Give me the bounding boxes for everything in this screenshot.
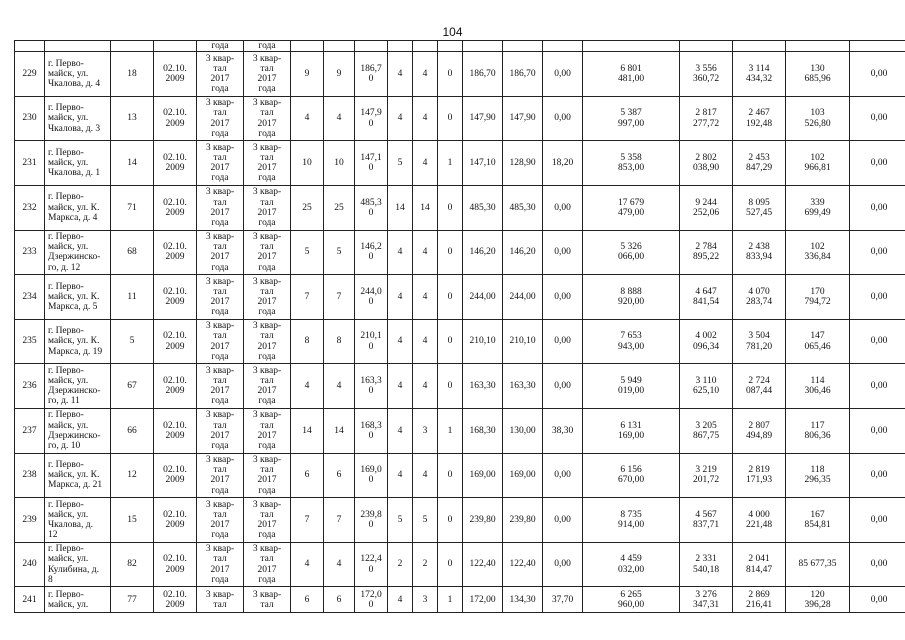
cost-part-3-cell: 117 806,36 — [786, 408, 850, 453]
count-b-cell: 5 — [324, 230, 355, 275]
cost-part-1-cell: 9 244 252,06 — [680, 185, 733, 230]
total-area-cell: 147,9 0 — [355, 96, 388, 141]
house-number-cell: 67 — [111, 364, 154, 409]
cost-total-cell: 17 679 479,00 — [583, 185, 680, 230]
area-b-cell: 0,00 — [543, 319, 583, 364]
date-cell: 02.10. 2009 — [154, 52, 197, 97]
date-cell: 02.10. 2009 — [154, 542, 197, 587]
units-total-cell: 4 — [388, 230, 413, 275]
end-quarter-cell: 3 квар- тал 2017 года — [244, 364, 291, 409]
cost-part-1-cell: 2 784 895,22 — [680, 230, 733, 275]
row-number-cell: 238 — [15, 453, 45, 498]
start-quarter-cell: 3 квар- тал 2017 года — [197, 408, 244, 453]
units-a-cell: 3 — [413, 587, 438, 613]
count-a-cell: 7 — [291, 275, 324, 320]
address-cell: г. Перво- майск, ул. Чкалова, д. 3 — [45, 96, 111, 141]
cost-total-cell: 5 358 853,00 — [583, 141, 680, 186]
units-a-cell: 4 — [413, 275, 438, 320]
cost-total-cell: 6 801 481,00 — [583, 52, 680, 97]
count-b-cell: 7 — [324, 275, 355, 320]
units-total-cell: 4 — [388, 453, 413, 498]
cost-total-cell: 6 131 169,00 — [583, 408, 680, 453]
cost-total-cell: 4 459 032,00 — [583, 542, 680, 587]
total-area-cell: 146,2 0 — [355, 230, 388, 275]
cost-part-3-cell: 170 794,72 — [786, 275, 850, 320]
cost-part-1-cell: 2 331 540,18 — [680, 542, 733, 587]
row-number-cell: 232 — [15, 185, 45, 230]
units-total-cell: 4 — [388, 275, 413, 320]
area-b-cell: 0,00 — [543, 542, 583, 587]
count-b-cell: 25 — [324, 185, 355, 230]
address-cell: г. Перво- майск, ул. Дзержинско- го, д. 10 — [45, 408, 111, 453]
end-quarter-cell: 3 квар- тал — [244, 587, 291, 613]
end-quarter-cell: 3 квар- тал 2017 года — [244, 319, 291, 364]
cost-remainder-cell: 0,00 — [850, 319, 905, 364]
cost-part-1-cell: 3 110 625,10 — [680, 364, 733, 409]
cost-part-2-cell: 4 070 283,74 — [733, 275, 786, 320]
total-area-cell: 172,0 0 — [355, 587, 388, 613]
cost-total-cell: 5 326 066,00 — [583, 230, 680, 275]
count-b-cell — [324, 41, 355, 52]
start-quarter-cell: 3 квар- тал 2017 года — [197, 185, 244, 230]
area-a-cell — [503, 41, 543, 52]
cost-total-cell: 5 387 997,00 — [583, 96, 680, 141]
units-a-cell: 4 — [413, 141, 438, 186]
house-number-cell: 12 — [111, 453, 154, 498]
area-b-cell: 0,00 — [543, 453, 583, 498]
house-number-cell: 5 — [111, 319, 154, 364]
units-total-cell — [388, 41, 413, 52]
count-a-cell: 6 — [291, 587, 324, 613]
area-total-cell: 169,00 — [463, 453, 503, 498]
cost-part-1-cell: 4 567 837,71 — [680, 498, 733, 543]
date-cell: 02.10. 2009 — [154, 96, 197, 141]
total-area-cell: 168,3 0 — [355, 408, 388, 453]
area-total-cell: 172,00 — [463, 587, 503, 613]
cost-part-2-cell: 8 095 527,45 — [733, 185, 786, 230]
end-quarter-cell: 3 квар- тал 2017 года — [244, 453, 291, 498]
units-total-cell: 14 — [388, 185, 413, 230]
cost-remainder-cell: 0,00 — [850, 230, 905, 275]
end-quarter-cell: 3 квар- тал 2017 года — [244, 408, 291, 453]
date-cell: 02.10. 2009 — [154, 364, 197, 409]
table-row — [15, 498, 905, 543]
count-b-cell: 9 — [324, 52, 355, 97]
table-row — [15, 96, 905, 141]
date-cell: 02.10. 2009 — [154, 319, 197, 364]
end-quarter-cell: 3 квар- тал 2017 года — [244, 185, 291, 230]
area-total-cell: 210,10 — [463, 319, 503, 364]
date-cell: 02.10. 2009 — [154, 498, 197, 543]
units-a-cell: 5 — [413, 498, 438, 543]
cost-part-2-cell: 2 041 814,47 — [733, 542, 786, 587]
row-number-cell: 237 — [15, 408, 45, 453]
area-a-cell: 244,00 — [503, 275, 543, 320]
start-quarter-cell: 3 квар- тал 2017 года — [197, 498, 244, 543]
total-area-cell: 122,4 0 — [355, 542, 388, 587]
cost-part-3-cell: 102 966,81 — [786, 141, 850, 186]
cost-part-3-cell: 130 685,96 — [786, 52, 850, 97]
house-number-cell: 77 — [111, 587, 154, 613]
table-row — [15, 41, 905, 52]
units-b-cell — [438, 41, 463, 52]
units-b-cell: 1 — [438, 408, 463, 453]
end-quarter-cell: 3 квар- тал 2017 года — [244, 542, 291, 587]
cost-remainder-cell: 0,00 — [850, 542, 905, 587]
house-number-cell: 15 — [111, 498, 154, 543]
units-total-cell: 4 — [388, 364, 413, 409]
count-a-cell: 4 — [291, 364, 324, 409]
cost-part-2-cell: 3 504 781,20 — [733, 319, 786, 364]
area-total-cell — [463, 41, 503, 52]
units-b-cell: 1 — [438, 587, 463, 613]
area-a-cell: 210,10 — [503, 319, 543, 364]
date-cell: 02.10. 2009 — [154, 185, 197, 230]
cost-part-1-cell: 2 802 038,90 — [680, 141, 733, 186]
area-total-cell: 147,10 — [463, 141, 503, 186]
address-cell: г. Перво- майск, ул. Дзержинско- го, д. 12 — [45, 230, 111, 275]
address-cell: г. Перво- майск, ул. — [45, 587, 111, 613]
cost-part-1-cell: 2 817 277,72 — [680, 96, 733, 141]
address-cell: г. Перво- майск, ул. Чкалова, д. 1 — [45, 141, 111, 186]
start-quarter-cell: 3 квар- тал — [197, 587, 244, 613]
count-a-cell: 10 — [291, 141, 324, 186]
cost-remainder-cell: 0,00 — [850, 453, 905, 498]
units-b-cell: 0 — [438, 52, 463, 97]
end-quarter-cell: 3 квар- тал 2017 года — [244, 230, 291, 275]
row-number-cell: 235 — [15, 319, 45, 364]
cost-total-cell: 8 735 914,00 — [583, 498, 680, 543]
total-area-cell: 186,7 0 — [355, 52, 388, 97]
cost-part-2-cell: 3 114 434,32 — [733, 52, 786, 97]
address-cell: г. Перво- майск, ул. Чкалова, д. 4 — [45, 52, 111, 97]
start-quarter-cell: 3 квар- тал 2017 года — [197, 453, 244, 498]
cost-total-cell: 8 888 920,00 — [583, 275, 680, 320]
count-a-cell: 7 — [291, 498, 324, 543]
cost-remainder-cell: 0,00 — [850, 96, 905, 141]
area-a-cell: 134,30 — [503, 587, 543, 613]
table-row — [15, 52, 905, 97]
units-total-cell: 4 — [388, 52, 413, 97]
date-cell: 02.10. 2009 — [154, 230, 197, 275]
end-quarter-cell: 3 квар- тал 2017 года — [244, 96, 291, 141]
date-cell: 02.10. 2009 — [154, 141, 197, 186]
area-total-cell: 122,40 — [463, 542, 503, 587]
count-b-cell: 4 — [324, 96, 355, 141]
area-a-cell: 147,90 — [503, 96, 543, 141]
area-b-cell: 0,00 — [543, 185, 583, 230]
count-a-cell: 4 — [291, 542, 324, 587]
cost-remainder-cell — [850, 41, 905, 52]
units-a-cell: 4 — [413, 319, 438, 364]
count-a-cell: 9 — [291, 52, 324, 97]
house-number-cell: 66 — [111, 408, 154, 453]
units-a-cell: 14 — [413, 185, 438, 230]
cost-part-2-cell: 2 467 192,48 — [733, 96, 786, 141]
total-area-cell: 244,0 0 — [355, 275, 388, 320]
total-area-cell: 485,3 0 — [355, 185, 388, 230]
area-b-cell: 0,00 — [543, 230, 583, 275]
area-total-cell: 186,70 — [463, 52, 503, 97]
cost-part-1-cell: 3 219 201,72 — [680, 453, 733, 498]
house-number-cell: 68 — [111, 230, 154, 275]
table-row — [15, 275, 905, 320]
page-number: 104 — [442, 25, 463, 39]
cost-part-1-cell: 3 276 347,31 — [680, 587, 733, 613]
house-number-cell: 14 — [111, 141, 154, 186]
units-a-cell: 4 — [413, 52, 438, 97]
start-quarter-cell: 3 квар- тал 2017 года — [197, 319, 244, 364]
housing-register-table — [14, 40, 905, 613]
count-a-cell — [291, 41, 324, 52]
address-cell — [45, 41, 111, 52]
start-quarter-cell: 3 квар- тал 2017 года — [197, 52, 244, 97]
area-b-cell: 0,00 — [543, 52, 583, 97]
total-area-cell — [355, 41, 388, 52]
cost-part-1-cell: 4 647 841,54 — [680, 275, 733, 320]
count-b-cell: 4 — [324, 542, 355, 587]
area-total-cell: 146,20 — [463, 230, 503, 275]
address-cell: г. Перво- майск, ул. К. Маркса, д. 5 — [45, 275, 111, 320]
cost-part-1-cell — [680, 41, 733, 52]
units-b-cell: 0 — [438, 453, 463, 498]
house-number-cell: 71 — [111, 185, 154, 230]
area-b-cell: 0,00 — [543, 364, 583, 409]
units-b-cell: 0 — [438, 230, 463, 275]
table-row — [15, 230, 905, 275]
cost-part-2-cell — [733, 41, 786, 52]
count-a-cell: 6 — [291, 453, 324, 498]
cost-remainder-cell: 0,00 — [850, 141, 905, 186]
cost-part-2-cell: 2 438 833,94 — [733, 230, 786, 275]
house-number-cell — [111, 41, 154, 52]
cost-remainder-cell: 0,00 — [850, 408, 905, 453]
area-a-cell: 186,70 — [503, 52, 543, 97]
area-a-cell: 485,30 — [503, 185, 543, 230]
area-a-cell: 146,20 — [503, 230, 543, 275]
table-row — [15, 185, 905, 230]
area-b-cell: 0,00 — [543, 96, 583, 141]
cost-total-cell: 7 653 943,00 — [583, 319, 680, 364]
cost-remainder-cell: 0,00 — [850, 364, 905, 409]
units-b-cell: 0 — [438, 275, 463, 320]
end-quarter-cell: 3 квар- тал 2017 года — [244, 141, 291, 186]
row-number-cell: 239 — [15, 498, 45, 543]
total-area-cell: 239,8 0 — [355, 498, 388, 543]
start-quarter-cell: 3 квар- тал 2017 года — [197, 141, 244, 186]
total-area-cell: 169,0 0 — [355, 453, 388, 498]
start-quarter-cell: 3 квар- тал 2017 года — [197, 275, 244, 320]
area-total-cell: 485,30 — [463, 185, 503, 230]
units-b-cell: 0 — [438, 364, 463, 409]
area-total-cell: 168,30 — [463, 408, 503, 453]
house-number-cell: 18 — [111, 52, 154, 97]
cost-part-3-cell: 167 854,81 — [786, 498, 850, 543]
cost-part-3-cell: 114 306,46 — [786, 364, 850, 409]
area-total-cell: 163,30 — [463, 364, 503, 409]
house-number-cell: 11 — [111, 275, 154, 320]
count-b-cell: 7 — [324, 498, 355, 543]
units-b-cell: 0 — [438, 319, 463, 364]
address-cell: г. Перво- майск, ул. Чкалова, д. 12 — [45, 498, 111, 543]
row-number-cell: 231 — [15, 141, 45, 186]
row-number-cell: 234 — [15, 275, 45, 320]
count-a-cell: 8 — [291, 319, 324, 364]
date-cell: 02.10. 2009 — [154, 587, 197, 613]
cost-remainder-cell: 0,00 — [850, 275, 905, 320]
count-a-cell: 25 — [291, 185, 324, 230]
cost-part-3-cell: 339 699,49 — [786, 185, 850, 230]
units-b-cell: 1 — [438, 141, 463, 186]
area-a-cell: 239,80 — [503, 498, 543, 543]
cost-remainder-cell: 0,00 — [850, 185, 905, 230]
units-total-cell: 5 — [388, 141, 413, 186]
cost-part-3-cell: 85 677,35 — [786, 542, 850, 587]
table-row — [15, 141, 905, 186]
cost-part-2-cell: 2 724 087,44 — [733, 364, 786, 409]
row-number-cell — [15, 41, 45, 52]
end-quarter-cell: 3 квар- тал 2017 года — [244, 52, 291, 97]
cost-part-1-cell: 3 556 360,72 — [680, 52, 733, 97]
cost-part-3-cell: 103 526,80 — [786, 96, 850, 141]
start-quarter-cell: 3 квар- тал 2017 года — [197, 96, 244, 141]
date-cell: 02.10. 2009 — [154, 275, 197, 320]
cost-total-cell: 5 949 019,00 — [583, 364, 680, 409]
cost-part-3-cell: 118 296,35 — [786, 453, 850, 498]
row-number-cell: 233 — [15, 230, 45, 275]
units-total-cell: 5 — [388, 498, 413, 543]
cost-part-3-cell: 120 396,28 — [786, 587, 850, 613]
total-area-cell: 210,1 0 — [355, 319, 388, 364]
count-b-cell: 6 — [324, 587, 355, 613]
area-b-cell: 37,70 — [543, 587, 583, 613]
units-total-cell: 4 — [388, 319, 413, 364]
area-b-cell: 0,00 — [543, 498, 583, 543]
address-cell: г. Перво- майск, ул. К. Маркса, д. 4 — [45, 185, 111, 230]
area-a-cell: 163,30 — [503, 364, 543, 409]
units-a-cell: 4 — [413, 364, 438, 409]
row-number-cell: 230 — [15, 96, 45, 141]
units-a-cell: 4 — [413, 96, 438, 141]
row-number-cell: 236 — [15, 364, 45, 409]
units-b-cell: 0 — [438, 498, 463, 543]
units-a-cell: 4 — [413, 453, 438, 498]
address-cell: г. Перво- майск, ул. Кулибина, д. 8 — [45, 542, 111, 587]
area-total-cell: 244,00 — [463, 275, 503, 320]
cost-remainder-cell: 0,00 — [850, 498, 905, 543]
units-a-cell: 4 — [413, 230, 438, 275]
cost-part-3-cell: 102 336,84 — [786, 230, 850, 275]
units-total-cell: 2 — [388, 542, 413, 587]
count-a-cell: 14 — [291, 408, 324, 453]
area-a-cell: 169,00 — [503, 453, 543, 498]
cost-part-3-cell — [786, 41, 850, 52]
count-b-cell: 14 — [324, 408, 355, 453]
cost-total-cell — [583, 41, 680, 52]
row-number-cell: 240 — [15, 542, 45, 587]
units-b-cell: 0 — [438, 96, 463, 141]
cost-remainder-cell: 0,00 — [850, 587, 905, 613]
cost-part-2-cell: 4 000 221,48 — [733, 498, 786, 543]
date-cell: 02.10. 2009 — [154, 408, 197, 453]
row-number-cell: 241 — [15, 587, 45, 613]
start-quarter-cell: года — [197, 41, 244, 52]
cost-part-3-cell: 147 065,46 — [786, 319, 850, 364]
units-a-cell — [413, 41, 438, 52]
house-number-cell: 13 — [111, 96, 154, 141]
cost-part-1-cell: 4 002 096,34 — [680, 319, 733, 364]
cost-part-2-cell: 2 869 216,41 — [733, 587, 786, 613]
table-row — [15, 542, 905, 587]
house-number-cell: 82 — [111, 542, 154, 587]
address-cell: г. Перво- майск, ул. К. Маркса, д. 19 — [45, 319, 111, 364]
start-quarter-cell: 3 квар- тал 2017 года — [197, 542, 244, 587]
table-row — [15, 319, 905, 364]
area-total-cell: 239,80 — [463, 498, 503, 543]
address-cell: г. Перво- майск, ул. Дзержинско- го, д. 11 — [45, 364, 111, 409]
count-b-cell: 10 — [324, 141, 355, 186]
area-b-cell: 0,00 — [543, 275, 583, 320]
date-cell — [154, 41, 197, 52]
cost-total-cell: 6 265 960,00 — [583, 587, 680, 613]
row-number-cell: 229 — [15, 52, 45, 97]
units-total-cell: 4 — [388, 408, 413, 453]
date-cell: 02.10. 2009 — [154, 453, 197, 498]
units-b-cell: 0 — [438, 185, 463, 230]
total-area-cell: 163,3 0 — [355, 364, 388, 409]
cost-part-2-cell: 2 819 171,93 — [733, 453, 786, 498]
start-quarter-cell: 3 квар- тал 2017 года — [197, 364, 244, 409]
units-total-cell: 4 — [388, 587, 413, 613]
area-a-cell: 130,00 — [503, 408, 543, 453]
end-quarter-cell: 3 квар- тал 2017 года — [244, 275, 291, 320]
area-a-cell: 128,90 — [503, 141, 543, 186]
count-b-cell: 4 — [324, 364, 355, 409]
end-quarter-cell: 3 квар- тал 2017 года — [244, 498, 291, 543]
area-total-cell: 147,90 — [463, 96, 503, 141]
cost-total-cell: 6 156 670,00 — [583, 453, 680, 498]
count-a-cell: 4 — [291, 96, 324, 141]
units-b-cell: 0 — [438, 542, 463, 587]
units-a-cell: 2 — [413, 542, 438, 587]
units-total-cell: 4 — [388, 96, 413, 141]
cost-remainder-cell: 0,00 — [850, 52, 905, 97]
area-b-cell — [543, 41, 583, 52]
cost-part-1-cell: 3 205 867,75 — [680, 408, 733, 453]
area-b-cell: 18,20 — [543, 141, 583, 186]
area-a-cell: 122,40 — [503, 542, 543, 587]
cost-part-2-cell: 2 807 494,89 — [733, 408, 786, 453]
end-quarter-cell: года — [244, 41, 291, 52]
total-area-cell: 147,1 0 — [355, 141, 388, 186]
address-cell: г. Перво- майск, ул. К. Маркса, д. 21 — [45, 453, 111, 498]
table-row — [15, 408, 905, 453]
table-row — [15, 587, 905, 613]
count-a-cell: 5 — [291, 230, 324, 275]
table-row — [15, 453, 905, 498]
start-quarter-cell: 3 квар- тал 2017 года — [197, 230, 244, 275]
table-row — [15, 364, 905, 409]
cost-part-2-cell: 2 453 847,29 — [733, 141, 786, 186]
count-b-cell: 6 — [324, 453, 355, 498]
units-a-cell: 3 — [413, 408, 438, 453]
area-b-cell: 38,30 — [543, 408, 583, 453]
count-b-cell: 8 — [324, 319, 355, 364]
